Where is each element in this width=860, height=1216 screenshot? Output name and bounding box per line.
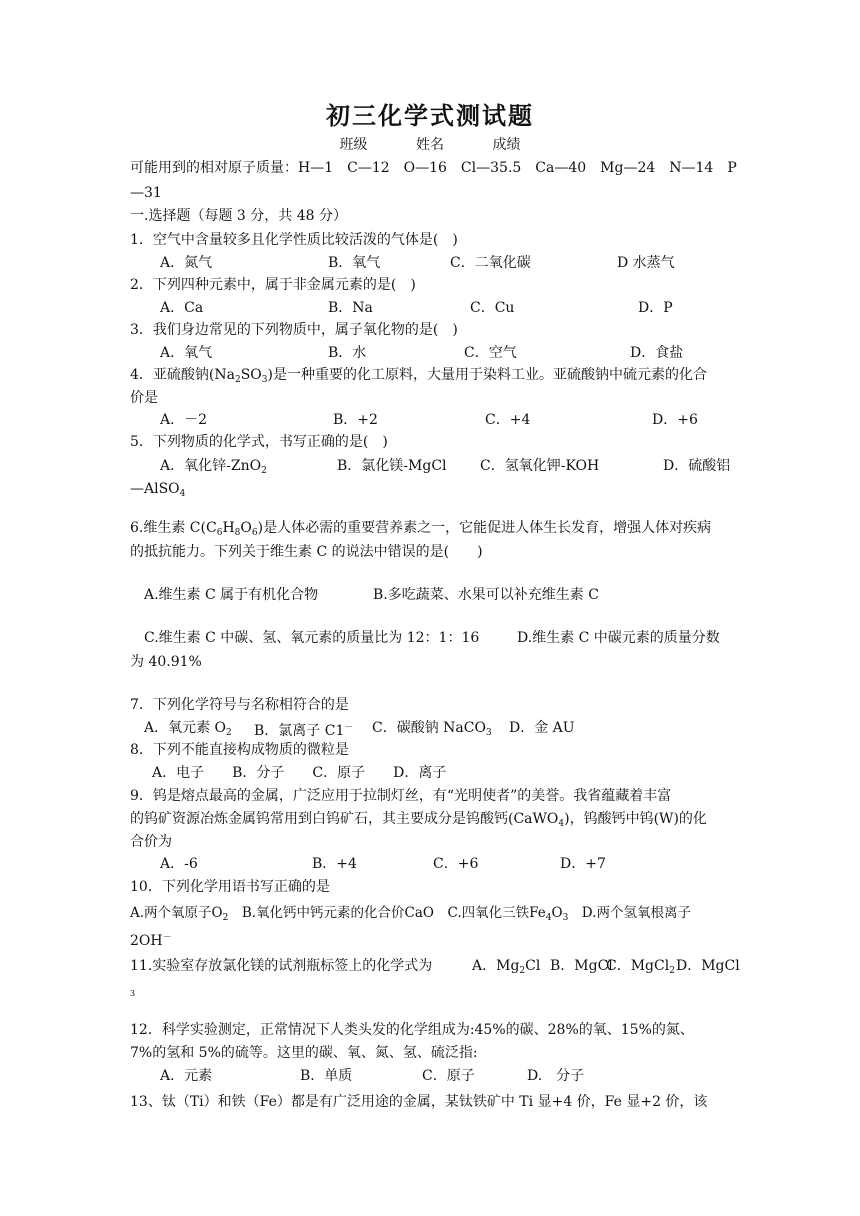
q1-option-b: B．氧气 xyxy=(328,255,381,271)
q9-option-d: D．+7 xyxy=(560,856,606,872)
q7-a-sub: 2 xyxy=(226,728,232,738)
q5-option-a-text: A．氧化锌-ZnO xyxy=(160,458,262,474)
q3-option-d: D．食盐 xyxy=(630,345,684,361)
q6-s2: 8 xyxy=(234,528,241,538)
atomic-mass-line: 可能用到的相对原子质量：H—1 C—12 O—16 Cl—35.5 Ca—40 Mg—24 N—14 P xyxy=(130,160,737,176)
q5-option-c: C．氢氧化钾-KOH xyxy=(480,458,600,474)
q7-option-d: D．金 AU xyxy=(509,720,575,736)
q6-t3: O xyxy=(240,520,252,536)
q6-option-a: A.维生素 C 属于有机化合物 xyxy=(144,587,319,603)
q6-t2: H xyxy=(222,520,235,536)
question-12-stem: 12．科学实验测定，正常情况下人类头发的化学组成为:45%的碳、28%的氧、15%的氮、 xyxy=(130,1022,694,1038)
q11-option-d: D．MgCl xyxy=(676,958,740,974)
q8-options: A．电子 B．分子 C．原子 D．离子 xyxy=(152,765,447,781)
q10-sup: － xyxy=(162,933,172,943)
page-title: 初三化学式测试题 xyxy=(326,101,534,130)
q3-option-b: B．水 xyxy=(328,345,367,361)
q2-option-b: B．Na xyxy=(328,300,373,316)
q7-c-text: C．碳酸钠 NaCO xyxy=(372,720,486,736)
question-11-stem xyxy=(130,956,432,976)
q9-sub: 4 xyxy=(558,819,565,829)
q11-a-t: A．Mg xyxy=(472,958,520,974)
q5-option-d-cont xyxy=(130,479,185,504)
q6-t1: 6.维生素 C(C xyxy=(130,520,217,536)
class-field: 班级 xyxy=(339,137,368,153)
q4-sub-a: 2 xyxy=(234,375,241,385)
question-7-stem: 7．下列化学符号与名称相符合的是 xyxy=(130,697,349,713)
q12-option-b: B．单质 xyxy=(300,1068,353,1084)
q10-s2: 4 xyxy=(545,913,552,923)
q3-option-a: A．氧气 xyxy=(160,345,213,361)
q6-option-b: B.多吃蔬菜、水果可以补充维生素 C xyxy=(373,587,599,603)
name-field: 姓名 xyxy=(416,137,444,153)
question-6-stem-cont: 的抵抗能力。下列关于维生素 C 的说法中错误的是( ) xyxy=(130,544,483,560)
question-8-stem: 8．下列不能直接构成物质的微粒是 xyxy=(130,742,349,758)
question-9-stem: 9．钨是熔点最高的金属，广泛应用于拉制灯丝，有“光明使者”的美誉。我省蕴藏着丰富 xyxy=(130,788,672,804)
question-1-stem: 1．空气中含量较多且化学性质比较活泼的气体是( ) xyxy=(130,232,458,248)
q7-option-b xyxy=(254,718,353,741)
q9-option-b: B．+4 xyxy=(312,856,357,872)
q10-options xyxy=(130,903,691,928)
q9-option-c: C．+6 xyxy=(433,856,479,872)
q7-c-sub: 3 xyxy=(485,728,492,738)
q11-option-c xyxy=(606,956,675,981)
q3-option-c: C．空气 xyxy=(464,345,517,361)
question-6-stem xyxy=(130,518,711,543)
q11-option-b: B．MgCl xyxy=(550,958,613,974)
q9-t2: )，钨酸钙中钨(W)的化 xyxy=(564,811,707,827)
q10-t2: B.氧化钙中钙元素的化合价CaO C.四氧化三铁Fe xyxy=(228,905,546,921)
question-3-stem: 3．我们身边常见的下列物质中，属子氧化物的是( ) xyxy=(130,322,458,338)
q2-option-c: C．Cu xyxy=(470,300,515,316)
q4-text-a: 4．亚硫酸钠(Na xyxy=(130,367,235,383)
q5-option-d: D．硫酸铝 xyxy=(663,458,731,474)
q10-t1: A.两个氧原子O xyxy=(130,905,223,921)
atomic-mass-line-cont: —31 xyxy=(130,185,162,201)
q4-option-c: C．+4 xyxy=(485,412,531,428)
q6-t4: )是人体必需的重要营养素之一，它能促进人体生长发育，增强人体对疾病 xyxy=(257,520,712,536)
q1-option-d: D 水蒸气 xyxy=(617,255,675,271)
q12-option-a: A．元素 xyxy=(160,1068,213,1084)
q4-sub-b: 3 xyxy=(261,375,268,385)
q10-t4: D.两个氢氧根离子 xyxy=(568,905,691,921)
q5-option-d-sub: 4 xyxy=(179,489,186,499)
q6-s3: 6 xyxy=(251,528,258,538)
q4-text-b: SO xyxy=(240,367,262,383)
q11-c-t: C．MgCl xyxy=(606,958,670,974)
question-12-stem-2: 7%的氢和 5%的硫等。这里的碳、氧、氮、氢、硫泛指: xyxy=(130,1045,478,1061)
score-field: 成绩 xyxy=(492,137,521,153)
question-2-stem: 2．下列四种元素中，属于非金属元素的是( ) xyxy=(130,277,416,293)
q7-b-sup: － xyxy=(344,723,354,733)
q11-c-s: 2 xyxy=(669,966,675,976)
q5-option-b: B．氯化镁-MgCl xyxy=(337,458,447,474)
question-4-stem xyxy=(130,365,707,390)
q12-option-c: C．原子 xyxy=(422,1068,475,1084)
q11-stem-text: 11.实验室存放氯化镁的试剂瓶标签上的化学式为 xyxy=(130,958,433,974)
q6-option-d-cont: 为 40.91% xyxy=(130,654,202,670)
q6-s1: 6 xyxy=(216,528,223,538)
q6-option-d: D.维生素 C 中碳元素的质量分数 xyxy=(517,630,720,646)
q10-s3: 3 xyxy=(562,913,569,923)
q11-a-s: 2 xyxy=(519,966,526,976)
q1-option-a: A．氮气 xyxy=(160,255,213,271)
q4-option-a: A．－2 xyxy=(160,412,208,428)
q5-option-a xyxy=(160,456,267,481)
question-5-stem: 5．下列物质的化学式，书写正确的是( ) xyxy=(130,434,388,450)
q10-s1: 2 xyxy=(222,913,229,923)
q11-option-a xyxy=(472,956,540,981)
q10-t5: 2OH xyxy=(130,933,163,949)
question-13-stem: 13、钛（Ti）和铁（Fe）都是有广泛用途的金属，某钛铁矿中 Ti 显+4 价，Fe 显+2 价，该 xyxy=(130,1094,708,1110)
q5-option-a-sub: 2 xyxy=(261,466,267,476)
q9-t1: 的钨矿资源冶炼金属钨常用到白钨矿石，其主要成分是钨酸钙(CaWO xyxy=(130,811,559,827)
question-10-stem: 10．下列化学用语书写正确的是 xyxy=(130,879,330,895)
q11-a-t2: Cl xyxy=(525,958,541,974)
q4-option-b: B．+2 xyxy=(333,412,378,428)
q4-text-c: )是一种重要的化工原料，大量用于染料工业。亚硫酸钠中硫元素的化合 xyxy=(267,367,707,383)
q10-t3: O xyxy=(551,905,563,921)
q1-option-c: C．二氧化碳 xyxy=(450,255,531,271)
header-fields xyxy=(130,134,730,154)
q12-option-d: D. 分子 xyxy=(527,1068,585,1084)
q2-option-a: A．Ca xyxy=(160,300,204,316)
q5-option-d-text: —AlSO xyxy=(130,481,180,497)
question-9-stem-3: 合价为 xyxy=(130,834,172,850)
q10-options-cont xyxy=(130,928,172,951)
q4-option-d: D．+6 xyxy=(652,412,698,428)
q7-option-c xyxy=(372,718,492,743)
q7-a-text: A．氧元素 O xyxy=(144,720,227,736)
q2-option-d: D．P xyxy=(638,300,673,316)
question-4-stem-cont: 价是 xyxy=(130,390,158,406)
section-heading: 一.选择题（每题 3 分，共 48 分） xyxy=(130,208,347,224)
q11-option-d-cont: 3 xyxy=(130,989,136,998)
q6-option-c: C.维生素 C 中碳、氢、氧元素的质量比为 12：1：16 xyxy=(144,630,480,646)
q7-b-text: B．氯离子 C1 xyxy=(254,723,345,739)
question-9-stem-2 xyxy=(130,809,707,834)
q9-option-a: A．-6 xyxy=(160,856,198,872)
